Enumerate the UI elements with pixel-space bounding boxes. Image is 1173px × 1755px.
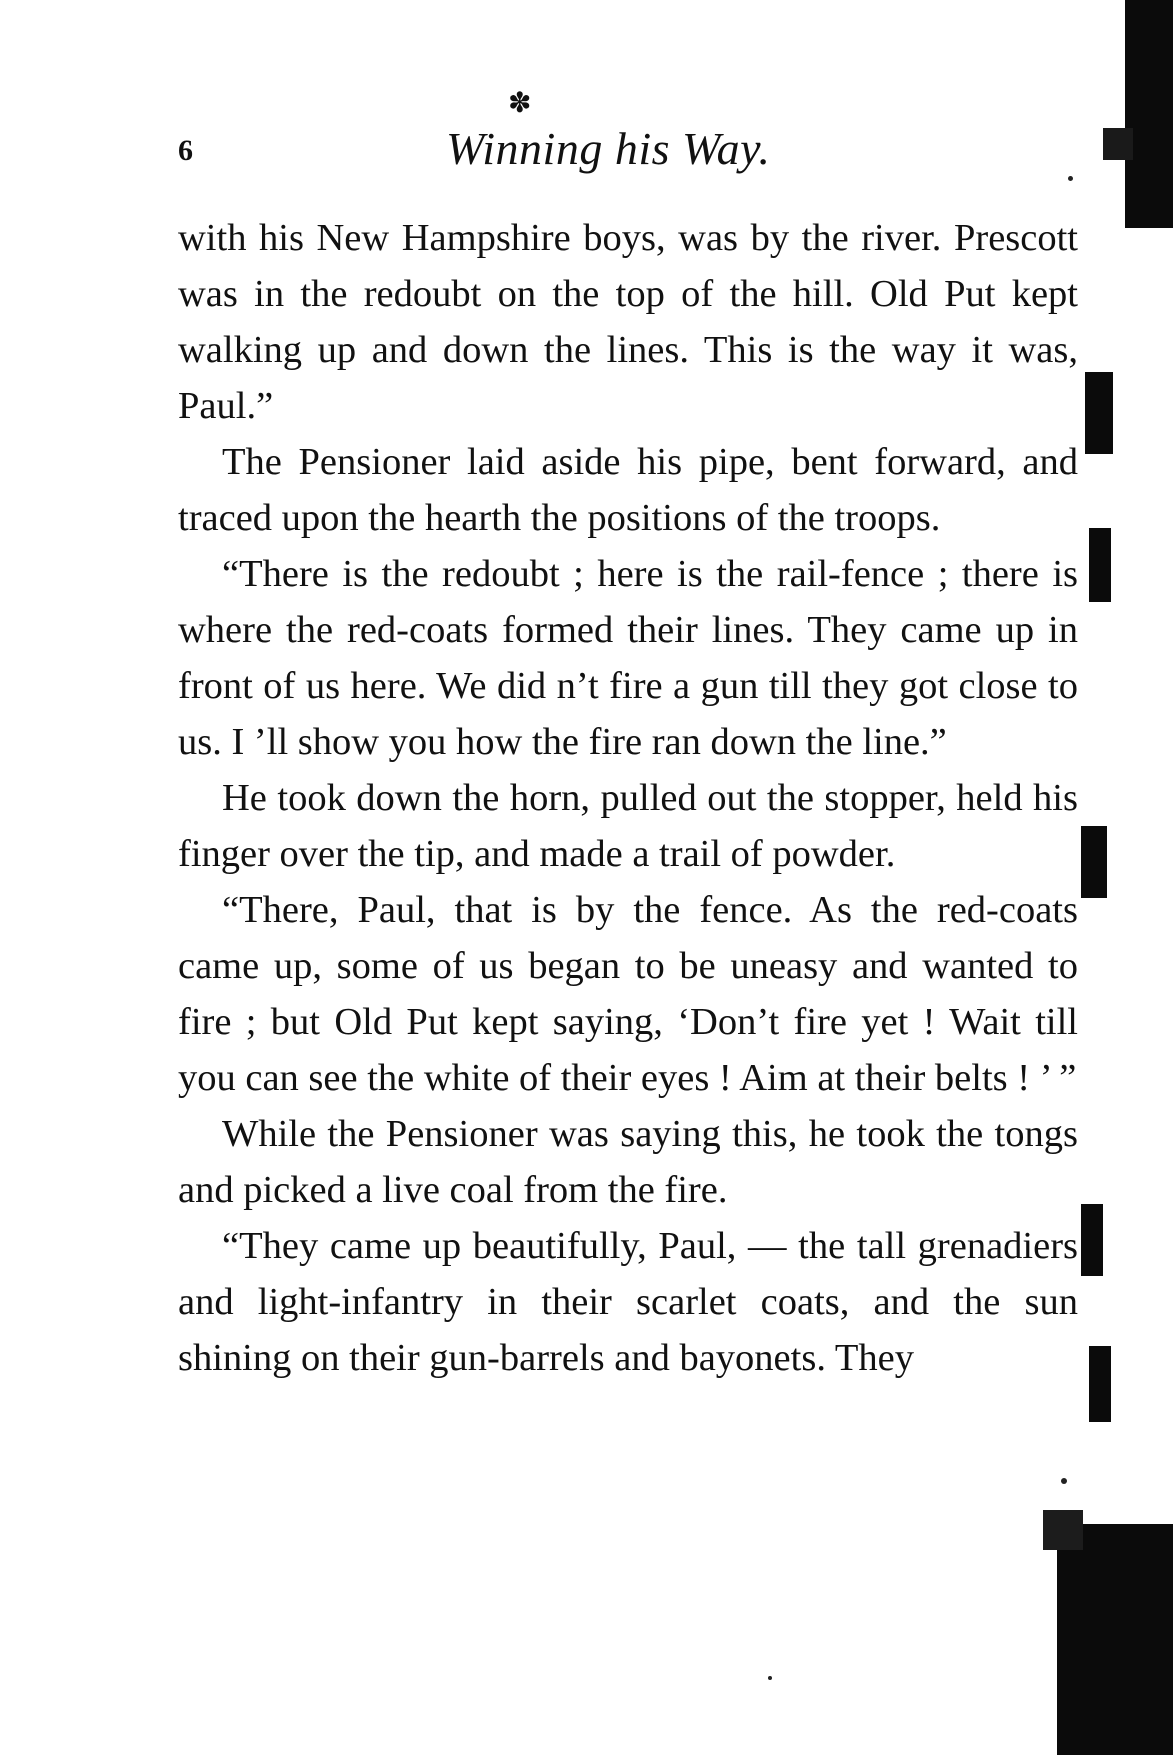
paragraph: with his New Hampshire boys, was by the river. Prescott was in the redoubt on the top of the hill. Old Put kept walking up and down the lines. This is the way it was, Paul.” [178, 217, 1078, 427]
running-title: Winning his Way. [446, 123, 771, 174]
scan-shadow [1089, 1346, 1111, 1422]
scan-speck [1061, 1478, 1067, 1484]
scan-speck [768, 1676, 772, 1680]
scan-shadow [1103, 128, 1133, 160]
paragraph: “There is the redoubt ; here is the rail-fence ; there is where the red-coats formed their lines. They came up in front of us here. We did n’t fire a gun till they got close to us. I ’ll show you how the fire ran down the line.” [178, 553, 1078, 763]
scan-shadow [1085, 372, 1113, 454]
running-head [178, 88, 1078, 176]
scan-shadow [1057, 1524, 1173, 1755]
paragraph: “They came up beautifully, Paul, — the tall grenadiers and light-infantry in their scarlet coats, and the sun shining on their gun-barrels and bayonets. They [178, 1225, 1078, 1379]
scan-shadow [1089, 528, 1111, 602]
paragraph: “There, Paul, that is by the fence. As the red-coats came up, some of us began to be uneasy and wanted to fire ; but Old Put kept saying, ‘Don’t fire yet ! Wait till you can see the white of their eyes ! Aim at their belts ! ’ ” [178, 889, 1078, 1099]
body-text [178, 210, 1078, 1386]
ornament-icon: ✽ [508, 88, 532, 119]
paragraph: He took down the horn, pulled out the stopper, held his finger over the tip, and made a trail of powder. [178, 777, 1078, 875]
scan-shadow [1125, 0, 1173, 228]
scan-shadow [1081, 826, 1107, 898]
paragraph: While the Pensioner was saying this, he took the tongs and picked a live coal from the fire. [178, 1113, 1078, 1211]
scan-shadow [1043, 1510, 1083, 1550]
page-number: 6 [178, 134, 193, 167]
scan-shadow [1081, 1204, 1103, 1276]
paragraph: The Pensioner laid aside his pipe, bent forward, and traced upon the hearth the positions of the troops. [178, 441, 1078, 539]
scan-speck [1068, 176, 1073, 181]
